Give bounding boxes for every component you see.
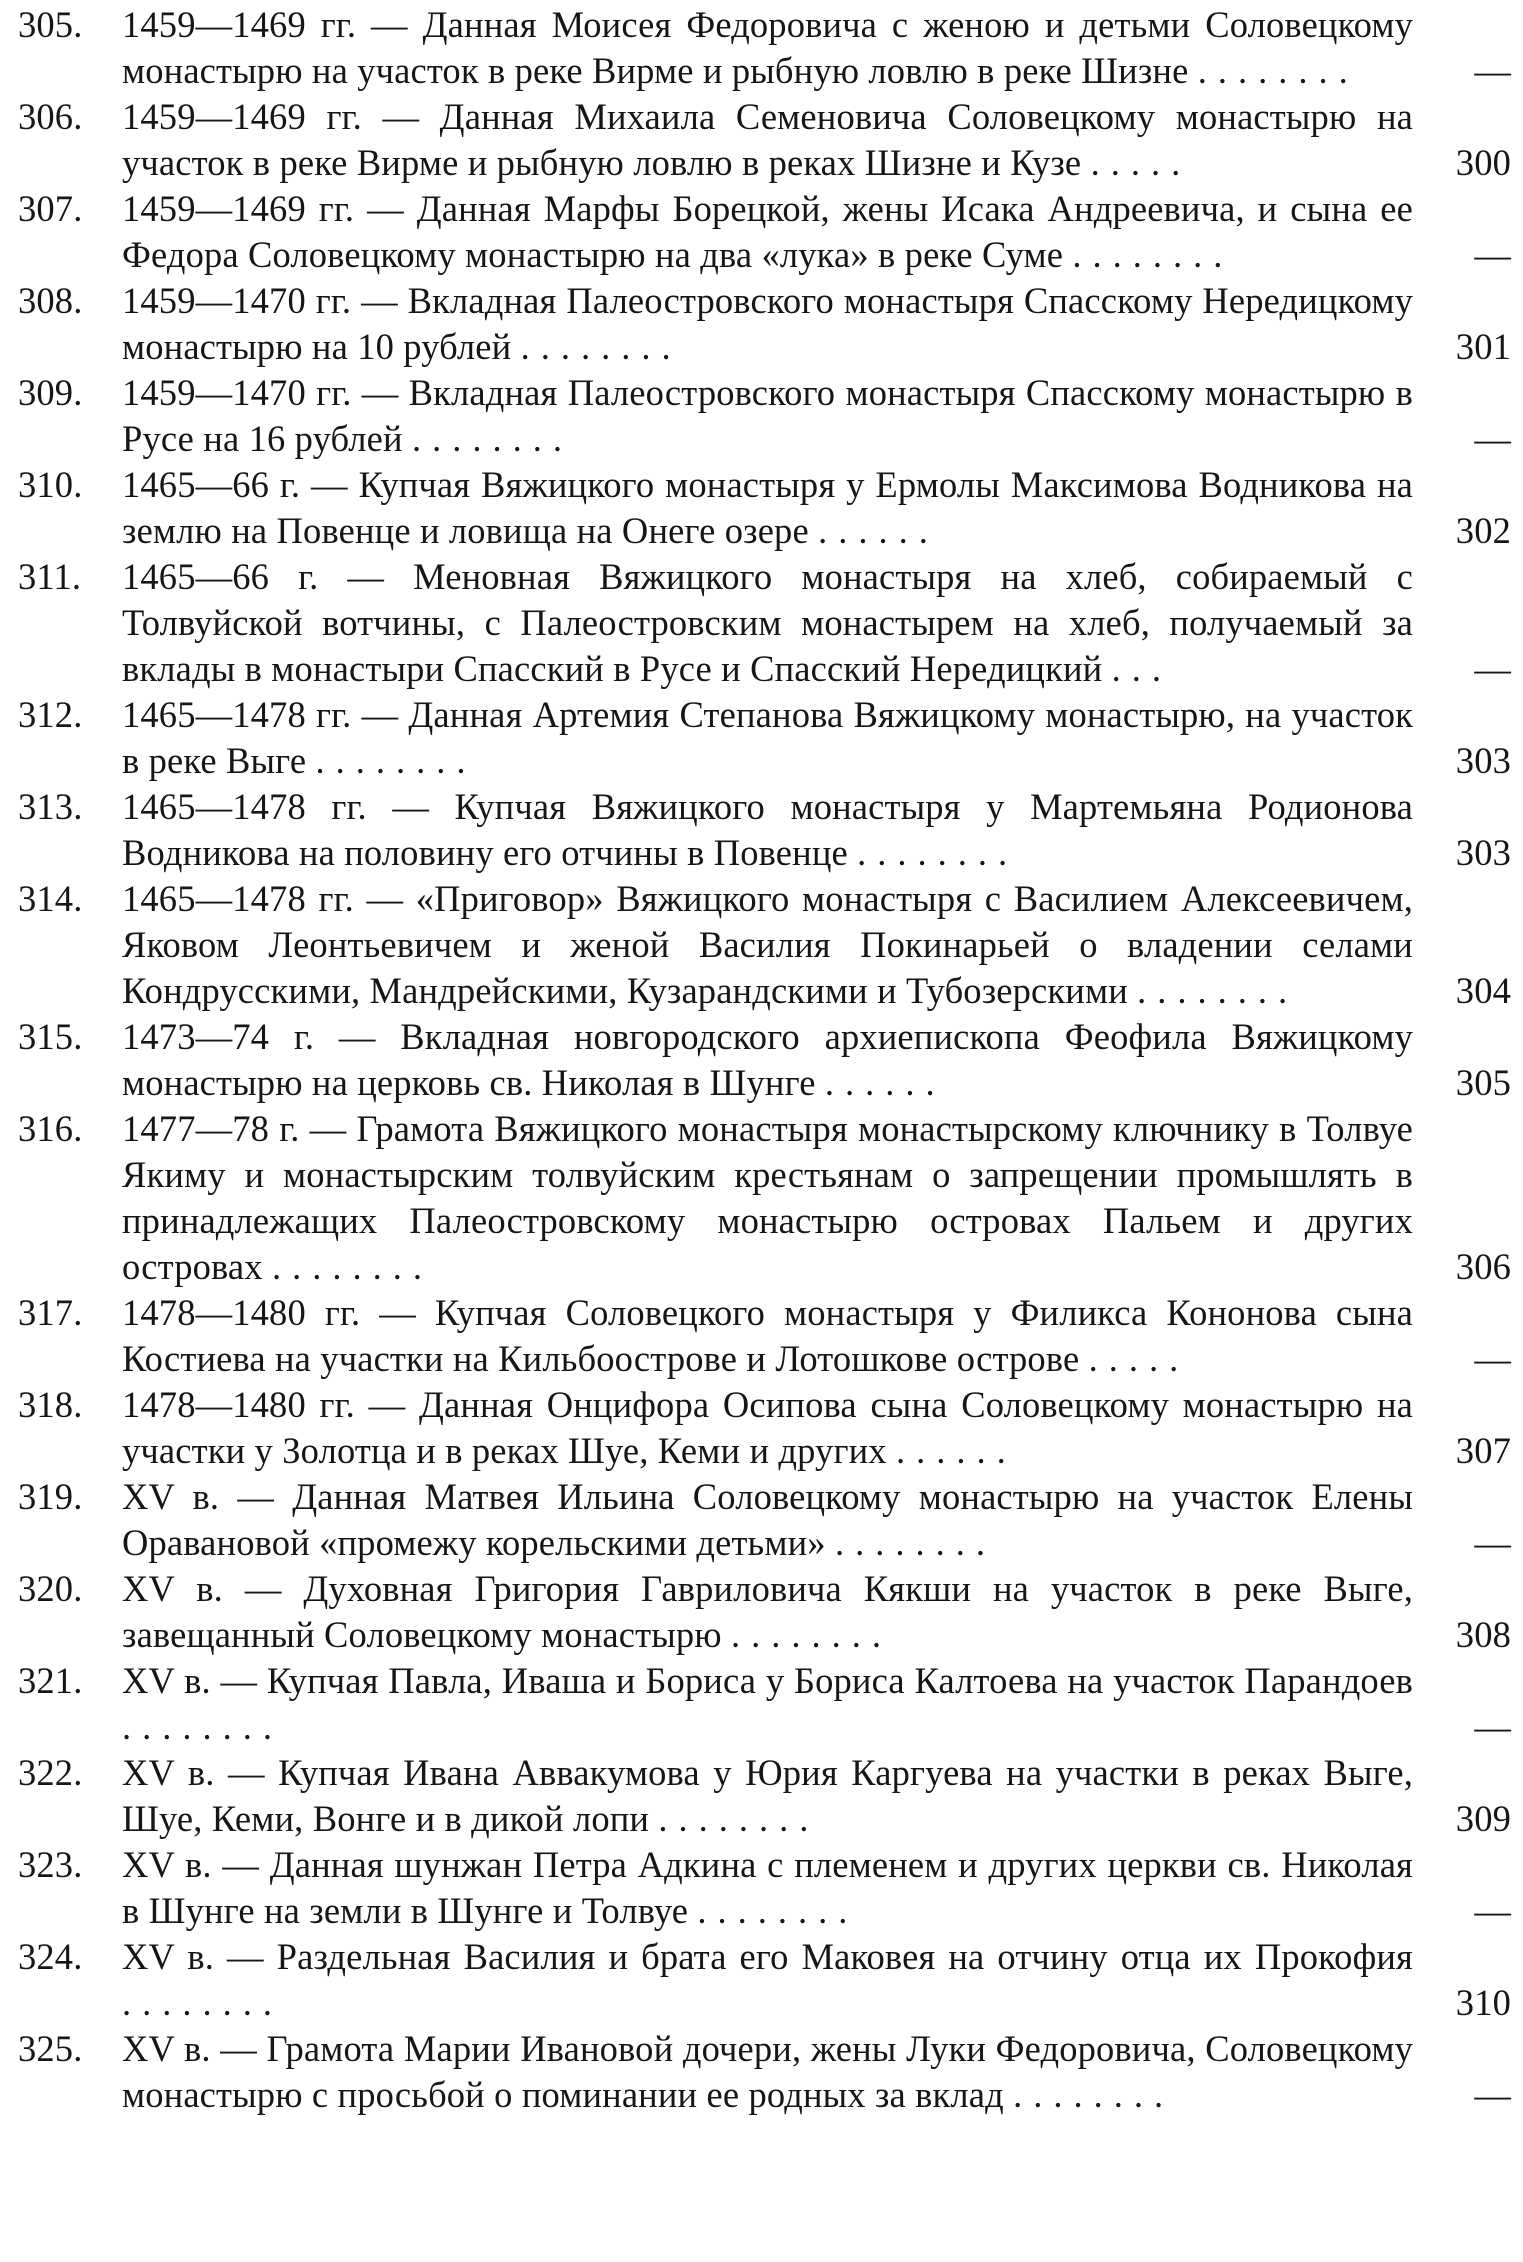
entry-number: 320. [18, 1568, 83, 1609]
entry-text: XV в. — Раздельная Василия и брата его Маковея на отчину отца их Прокофия [122, 1936, 1413, 1977]
toc-entry-325 [0, 2026, 1523, 2118]
entry-text: 1473—74 г. — Вкладная новгородского архиепископа Феофила Вяжицкому монастырю на церковь св. Николая в Шунге [122, 1016, 1413, 1103]
entry-number: 323. [18, 1844, 83, 1885]
entry-page: — [1474, 1890, 1511, 1931]
entry-text: 1465—1478 гг. — Данная Артемия Степанова Вяжицкому монастырю, на участок в реке Выге [122, 694, 1413, 781]
dot-leader: ..... [1090, 142, 1192, 183]
toc-entry-317 [0, 1290, 1523, 1382]
toc-entry-323 [0, 1842, 1523, 1934]
toc-entry-318 [0, 1382, 1523, 1474]
entry-number: 316. [18, 1108, 83, 1149]
entry-number: 306. [18, 96, 83, 137]
dot-leader: ........ [697, 1890, 859, 1931]
entry-text: 1478—1480 гг. — Купчая Соловецкого монастыря у Филикса Кононова сына Костиева на участки на Кильбоострове и Лотошкове острове [122, 1292, 1413, 1379]
entry-text: 1478—1480 гг. — Данная Онцифора Осипова сына Соловецкому монастырю на участки у Золотца и в реках Шуе, Кеми и других [122, 1384, 1413, 1471]
entry-text: 1465—66 г. — Меновная Вяжицкого монастыря на хлеб, собираемый с Толвуйской вотчины, с Палеостровским монастырем на хлеб, получаемый за вклады в монастыри Спасский в Русе и Спасский Нередицкий [122, 556, 1413, 689]
toc-entry-322 [0, 1750, 1523, 1842]
toc-entry-305 [0, 2, 1523, 94]
dot-leader: ........ [834, 1522, 996, 1563]
toc-entry-313 [0, 784, 1523, 876]
dot-leader: ........ [122, 1706, 283, 1747]
entry-number: 312. [18, 694, 83, 735]
entry-page: 307 [1455, 1430, 1511, 1471]
entry-page: 306 [1455, 1246, 1511, 1287]
dot-leader: ...... [818, 510, 939, 551]
entry-page: — [1474, 1522, 1511, 1563]
entry-text: 1459—1470 гг. — Вкладная Палеостровского монастыря Спасскому монастырю в Русе на 16 рублей [122, 372, 1413, 459]
dot-leader: ...... [824, 1062, 946, 1103]
toc-entry-320 [0, 1566, 1523, 1658]
entry-page: 302 [1455, 510, 1511, 551]
entry-page: 310 [1455, 1982, 1511, 2023]
toc-entry-316 [0, 1106, 1523, 1290]
entry-number: 319. [18, 1476, 83, 1517]
dot-leader: ........ [411, 418, 573, 459]
entry-text: XV в. — Духовная Григория Гавриловича Кякши на участок в реке Выге, завещанный Соловецкому монастырю [122, 1568, 1413, 1655]
entry-text: XV в. — Купчая Ивана Аввакумова у Юрия Каргуева на участки в реках Выге, Шуе, Кеми, Вонге и в дикой лопи [122, 1752, 1413, 1839]
dot-leader: ...... [895, 1430, 1017, 1471]
toc-entry-321 [0, 1658, 1523, 1750]
toc-entry-310 [0, 462, 1523, 554]
entry-page: — [1474, 648, 1511, 689]
entry-text: 1459—1469 гг. — Данная Михаила Семеновича Соловецкому монастырю на участок в реке Вирме и рыбную ловлю в реках Шизне и Кузе [122, 96, 1413, 183]
entry-page: 308 [1455, 1614, 1511, 1655]
entry-text: 1459—1469 гг. — Данная Марфы Борецкой, жены Исака Андреевича, и сына ее Федора Соловецкому монастырю на два «лука» в реке Суме [122, 188, 1413, 275]
entry-number: 313. [18, 786, 83, 827]
entry-page: 300 [1455, 142, 1511, 183]
entry-text: 1465—1478 гг. — «Приговор» Вяжицкого монастыря с Василием Алексеевичем, Яковом Леонтьевичем и женой Василия Покинарьей о владении селами Кондрусскими, Мандрейскими, Кузарандскими и Тубозерскими [122, 878, 1413, 1011]
dot-leader: ..... [1088, 1338, 1190, 1379]
entry-number: 321. [18, 1660, 83, 1701]
entry-text: XV в. — Грамота Марии Ивановой дочери, жены Луки Федоровича, Соловецкому монастырю с просьбой о поминании ее родных за вклад [122, 2028, 1413, 2115]
entry-page: 301 [1455, 326, 1511, 367]
dot-leader: ........ [520, 326, 682, 367]
entry-number: 318. [18, 1384, 83, 1425]
entry-page: 303 [1455, 832, 1511, 873]
entry-page: — [1474, 418, 1511, 459]
dot-leader: ... [1111, 648, 1172, 689]
entry-number: 317. [18, 1292, 83, 1333]
toc-entry-307 [0, 186, 1523, 278]
entry-text: 1465—1478 гг. — Купчая Вяжицкого монастыря у Мартемьяна Родионова Водникова на половину его отчины в Повенце [122, 786, 1413, 873]
entry-number: 314. [18, 878, 83, 919]
entry-number: 307. [18, 188, 83, 229]
entry-number: 315. [18, 1016, 83, 1057]
dot-leader: ........ [857, 832, 1019, 873]
toc-entry-315 [0, 1014, 1523, 1106]
toc-entry-324 [0, 1934, 1523, 2026]
entry-text: XV в. — Данная Матвея Ильина Соловецкому монастырю на участок Елены Оравановой «промежу корельскими детьми» [122, 1476, 1413, 1563]
toc-entry-306 [0, 94, 1523, 186]
entry-page: 304 [1455, 970, 1511, 1011]
dot-leader: ........ [1137, 970, 1299, 1011]
dot-leader: ........ [658, 1798, 820, 1839]
entry-page: — [1474, 1706, 1511, 1747]
entry-number: 309. [18, 372, 83, 413]
dot-leader: ........ [122, 1982, 283, 2023]
entry-number: 310. [18, 464, 83, 505]
dot-leader: ........ [1072, 234, 1234, 275]
entry-page: — [1474, 2074, 1511, 2115]
entry-text: 1459—1470 гг. — Вкладная Палеостровского монастыря Спасскому Нередицкому монастырю на 10 рублей [122, 280, 1413, 367]
entry-page: — [1474, 234, 1511, 275]
entry-page: 303 [1455, 740, 1511, 781]
toc-entry-311 [0, 554, 1523, 692]
entry-page: — [1474, 1338, 1511, 1379]
entry-page: 305 [1455, 1062, 1511, 1103]
entry-text: 1459—1469 гг. — Данная Моисея Федоровича с женою и детьми Соловецкому монастырю на участок в реке Вирме и рыбную ловлю в реке Шизне [122, 4, 1413, 91]
toc-entry-319 [0, 1474, 1523, 1566]
dot-leader: ........ [1013, 2074, 1175, 2115]
entry-page: — [1474, 50, 1511, 91]
entry-number: 324. [18, 1936, 83, 1977]
entry-page: 309 [1455, 1798, 1511, 1839]
dot-leader: ........ [315, 740, 477, 781]
entry-number: 325. [18, 2028, 83, 2069]
entry-text: XV в. — Купчая Павла, Иваша и Бориса у Бориса Калтоева на участок Парандоев [122, 1660, 1413, 1701]
entry-text: 1477—78 г. — Грамота Вяжицкого монастыря монастырскому ключнику в Толвуе Якиму и монастырским толвуйским крестьянам о запрещении промышлять в принадлежащих Палеостровскому монастырю островах Пальем и других островах [122, 1108, 1413, 1287]
toc-entry-309 [0, 370, 1523, 462]
entry-number: 322. [18, 1752, 83, 1793]
dot-leader: ........ [731, 1614, 892, 1655]
dot-leader: ........ [1197, 50, 1359, 91]
toc-page [0, 2, 1523, 2118]
entry-text: XV в. — Данная шунжан Петра Адкина с племенем и других церкви св. Николая в Шунге на земли в Шунге и Толвуе [122, 1844, 1413, 1931]
entry-number: 308. [18, 280, 83, 321]
toc-entry-308 [0, 278, 1523, 370]
dot-leader: ........ [271, 1246, 433, 1287]
entry-text: 1465—66 г. — Купчая Вяжицкого монастыря у Ермолы Максимова Водникова на землю на Повенце и ловища на Онеге озере [122, 464, 1413, 551]
entry-number: 311. [18, 556, 82, 597]
toc-entry-312 [0, 692, 1523, 784]
toc-entry-314 [0, 876, 1523, 1014]
entry-number: 305. [18, 4, 83, 45]
